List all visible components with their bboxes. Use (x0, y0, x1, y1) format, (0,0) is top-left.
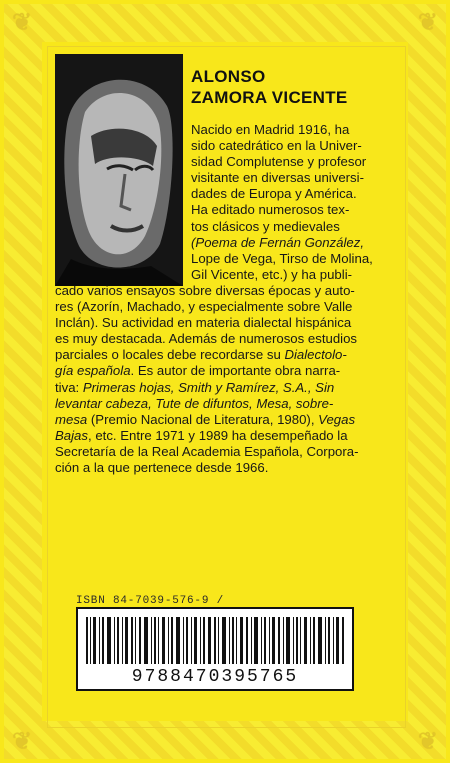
bio-text: . Es autor de importante obra narra- (130, 363, 341, 379)
author-name-line-1: ALONSO (191, 67, 266, 86)
bio-line (55, 412, 410, 428)
corner-ornament-top-right: ❦ (417, 8, 438, 36)
bio-title-italic: gía española (55, 363, 131, 379)
corner-ornament-bottom-left: ❦ (12, 727, 33, 755)
bio-title-italic: Vegas (318, 411, 356, 427)
bio-line (55, 396, 410, 412)
ean-number: 9788470395765 (131, 667, 299, 687)
bio-text: parciales o locales debe recordarse su (55, 347, 285, 363)
bio-title-italic: levantar cabeza, Tute de difuntos, Mesa, sobre- (55, 395, 334, 411)
bio-text: tiva: (55, 379, 83, 395)
corner-ornament-top-left: ❦ (12, 8, 33, 36)
bio-line: Ha editado numerosos tex- (191, 202, 350, 218)
bio-line: res (Azorín, Machado, y especialmente sobre Valle (55, 299, 353, 315)
bio-line: tos clásicos y medievales (191, 218, 340, 234)
bio-line: Inclán). Su actividad en materia dialectal hispánica (55, 315, 352, 331)
bio-line (55, 380, 410, 396)
bio-line (55, 347, 410, 363)
bio-line: sidad Complutense y profesor (191, 154, 367, 170)
barcode-bars (86, 617, 344, 664)
bio-line: (Poema de Fernán González, (191, 234, 364, 250)
bio-title-italic: mesa (55, 411, 88, 427)
bio-line: Lope de Vega, Tirso de Molina, (191, 250, 373, 266)
author-name (191, 66, 411, 108)
isbn-text: ISBN 84-7039-576-9 / (76, 595, 225, 607)
bio-line: es muy destacada. Además de numerosos estudios (55, 331, 358, 347)
barcode-box (76, 607, 354, 691)
bio-line: visitante en diversas universi- (191, 170, 364, 186)
bio-line: dades de Europa y América. (191, 186, 357, 202)
bio-line (55, 428, 410, 444)
bio-text: , etc. Entre 1971 y 1989 ha desempeñado la (88, 427, 348, 443)
bio-line: Gil Vicente, etc.) y ha publi- (191, 266, 353, 282)
author-biography (55, 122, 410, 476)
bio-line: Nacido en Madrid 1916, ha (191, 122, 350, 137)
bio-line: sido catedrático en la Univer- (191, 138, 362, 154)
bio-line: cado varios ensayos sobre diversas épocas y auto- (55, 282, 355, 298)
bio-line: Secretaría de la Real Academia Española, Corpora- (55, 443, 359, 459)
corner-ornament-bottom-right: ❦ (417, 727, 438, 755)
bio-line (55, 363, 410, 379)
bio-line: ción a la que pertenece desde 1966. (55, 459, 269, 475)
author-name-line-2: ZAMORA VICENTE (191, 88, 348, 107)
bio-text: (Premio Nacional de Literatura, 1980), (87, 411, 319, 427)
bio-title-italic: Bajas (55, 427, 88, 443)
bio-title-italic: Dialectolo- (284, 347, 347, 363)
bio-title-italic: Primeras hojas, Smith y Ramírez, S.A., Sin (82, 379, 335, 395)
